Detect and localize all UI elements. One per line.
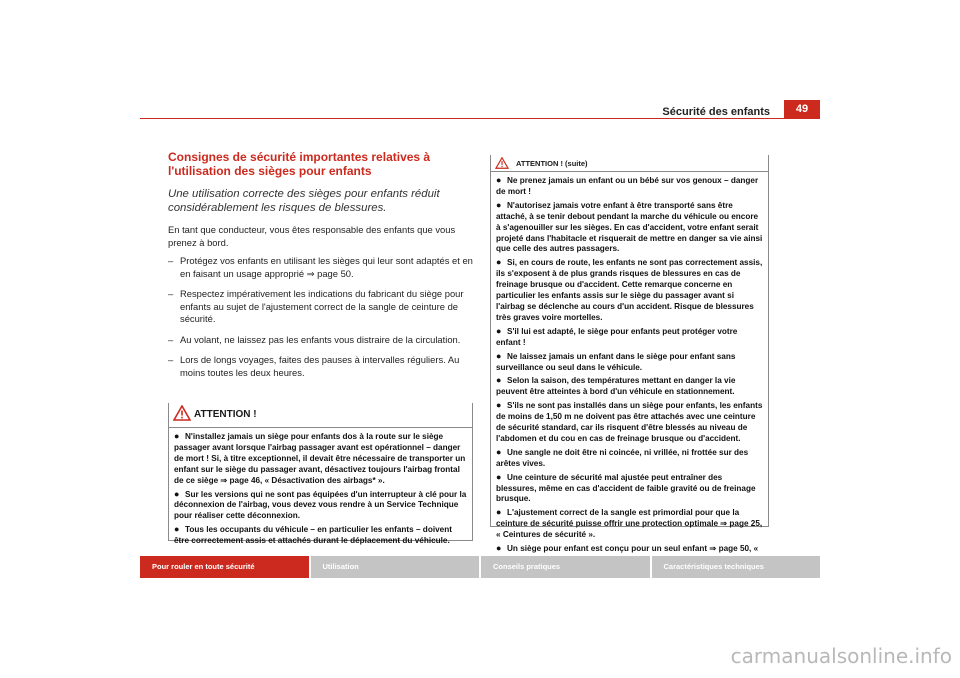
warning-item: ● Ne laissez jamais un enfant dans le siège pour enfant sans surveillance ou seul dans le véhicule. bbox=[496, 350, 736, 372]
warning-triangle-icon bbox=[495, 156, 509, 174]
warning-item: ● Si, en cours de route, les enfants ne sont pas correctement assis, ils s'exposent à de plus grands risques de blessures en cas de freinage brusque ou d'accident. Cette remarque concerne en particulier les enfants assis sur le siège du passager avant si l'airbag se déclenche au cours d'un accident. Risque de blessures très graves voire mortelles. bbox=[496, 257, 763, 322]
warning-triangle-icon bbox=[173, 405, 191, 426]
warning-box-right bbox=[490, 155, 769, 554]
warning-item: ● Ne prenez jamais un enfant ou un bébé sur vos genoux – danger de mort ! bbox=[496, 175, 759, 196]
footer-tab-usage[interactable]: Utilisation bbox=[311, 556, 480, 578]
warning-item: ● L'ajustement correct de la sangle est primordial pour que la ceinture de sécurité puisse offrir une protection optimale ⇒ page 25, « Ceintures de sécurité ». bbox=[496, 507, 763, 540]
warning-header bbox=[169, 403, 472, 428]
warning-header bbox=[491, 155, 768, 172]
footer-tab-safety[interactable]: Pour rouler en toute sécurité bbox=[140, 556, 309, 578]
warning-item: ● N'autorisez jamais votre enfant à être transporté sans être attaché, à se tenir debout pendant la marche du véhicule ou encore à s'agenouiller sur les sièges. En cas d'accident, votre enfant serait projeté dans l'habitacle et risquerait de mettre en danger sa vie ainsi que celle des autres passagers. bbox=[496, 199, 763, 254]
warning-item: ● N'installez jamais un siège pour enfants dos à la route sur le siège passager avant lorsque l'airbag passager avant est opérationnel – danger de mort ! Si, à titre exceptionnel, il devait être nécessaire de transporter un enfant sur le siège du passager avant, désactivez toujours l'airbag frontal de ce siège ⇒ page 46, « Désactivation des airbags* ». bbox=[174, 431, 466, 485]
warning-item: ● Un siège pour enfant est conçu pour un seul enfant ⇒ page 50, « bbox=[496, 543, 763, 566]
warning-item: ● S'ils ne sont pas installés dans un siège pour enfants, les enfants de moins de 1,50 m ne doivent pas être attachés avec une ceinture de sécurité standard, car ils risquent d'être blessés au niveau de l'abdomen et du cou en cas de freinage brusque ou d'accident. bbox=[496, 400, 763, 443]
section-title: Consignes de sécurité importantes relatives à l'utilisation des sièges pour enfants bbox=[168, 150, 431, 178]
warning-item: ● Tous les occupants du véhicule – en particulier les enfants – doivent être correctement assis et attachés durant le déplacement du véhicule. bbox=[174, 524, 452, 546]
footer-nav bbox=[140, 556, 820, 578]
watermark: carmanualsonline.info bbox=[730, 644, 952, 668]
list-item: – Lors de longs voyages, faites des pauses à intervalles réguliers. Au moins toutes les deux heures. bbox=[168, 354, 473, 379]
intro-italic: Une utilisation correcte des sièges pour enfants réduit considérablement les risques de blessures. bbox=[168, 188, 440, 214]
footer-tab-specs[interactable]: Caractéristiques techniques bbox=[652, 556, 821, 578]
header-title: Sécurité des enfants bbox=[662, 106, 770, 118]
list-item: – Au volant, ne laissez pas les enfants vous distraire de la circulation. bbox=[168, 334, 473, 347]
warning-item: ● S'il lui est adapté, le siège pour enfants peut protéger votre enfant ! bbox=[496, 325, 738, 347]
list-item: – Protégez vos enfants en utilisant les sièges qui leur sont adaptés et en en faisant un usage approprié ⇒ page 50. bbox=[168, 255, 473, 280]
list-item: – Respectez impérativement les indications du fabricant du siège pour enfants au sujet de l'ajustement correct de la sangle de ceinture de sécurité. bbox=[168, 288, 473, 326]
dash-list bbox=[168, 255, 473, 379]
warning-items bbox=[491, 172, 768, 570]
warning-title: ATTENTION ! bbox=[194, 409, 257, 420]
footer-tab-tips[interactable]: Conseils pratiques bbox=[481, 556, 650, 578]
warning-box-left bbox=[168, 403, 473, 546]
warning-item: ● Une sangle ne doit être ni coincée, ni vrillée, ni frottée sur des arêtes vives. bbox=[496, 446, 749, 468]
left-column bbox=[168, 150, 473, 387]
warning-items bbox=[169, 428, 472, 551]
warning-item: ● Une ceinture de sécurité mal ajustée peut entraîner des blessures, même en cas d'accident de faible gravité ou de freinage brusque. bbox=[496, 471, 756, 504]
warning-title: ATTENTION ! (suite) bbox=[516, 159, 588, 168]
warning-item: ● Selon la saison, des températures mettant en danger la vie peuvent être atteintes à bord d'un véhicule en stationnement. bbox=[496, 375, 736, 397]
header-rule bbox=[140, 118, 820, 119]
body-paragraph: En tant que conducteur, vous êtes responsable des enfants que vous prenez à bord. bbox=[168, 224, 456, 248]
warning-item: ● Sur les versions qui ne sont pas équipées d'un interrupteur à clé pour la déconnexion de l'airbag, vous devez vous rendre à un Service Technique pour réaliser cette déconnexion. bbox=[174, 488, 467, 521]
page-number: 49 bbox=[784, 100, 820, 118]
